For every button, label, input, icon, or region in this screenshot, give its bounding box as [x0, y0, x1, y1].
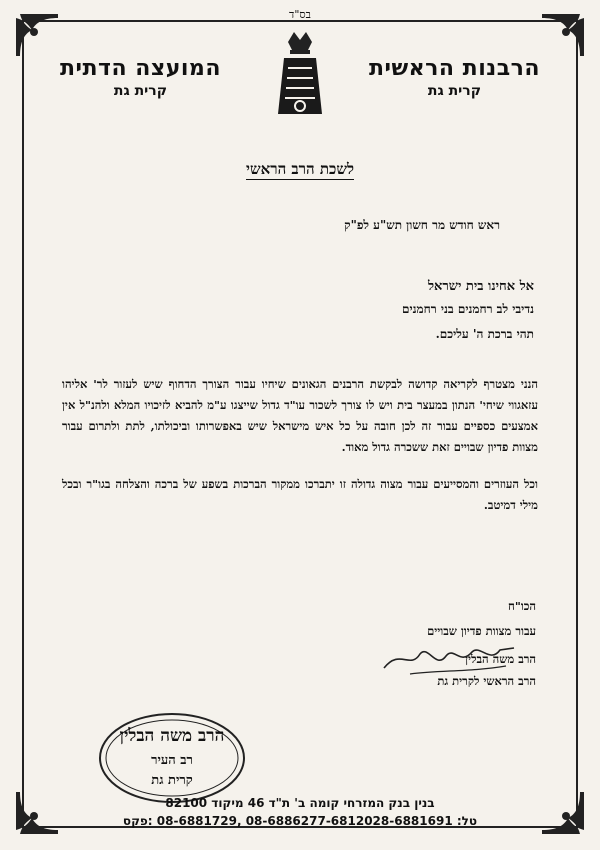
- religious-council-title: המועצה הדתית: [60, 56, 221, 81]
- stamp-title: רב העיר: [151, 753, 193, 768]
- official-stamp: [98, 712, 246, 804]
- body-paragraph-2: וכל העוזרים והמסייעים עבור מצוה גדולה זו יתברכו ממקור הברכות בשפע של ברכה והצלחה בגו"ר ובכל מילי דמיטב.: [62, 477, 538, 512]
- crown-emblem-icon: [268, 28, 332, 118]
- salutation-line-3: תהי ברכת ה' עליכם.: [435, 327, 534, 341]
- body-paragraph-1: הנני מצטרף לקריאה קדושה לבקשת הרבנים הגאונים שיחיו עבור הצורך הדחוף שיש לעזור לר' אליהו עזאגווי שיחי' הנתון במעצר בית ויש לו צורך לשכור עו"ד גדול שייצגו ע"מ להביא לזיכויו המלא ולהנ"ל אין אמצעים כספיים עבור זה לכן חובה על כל איש מישראל שיש באפשרותו וביכולתו, לתת ולתרום עבור מצוות פדיון שבויים זאת ששכרה גדול מאוד.: [62, 377, 538, 454]
- footer-phones: טל: 08-6886277-6812028-6881691 ,08-6881729 :פקס: [122, 814, 478, 828]
- footer-address: בנין בנק המזרחי קומה ב' ת"ד 46 מיקוד 82100: [165, 796, 435, 810]
- rabbinate-city: קרית גת: [427, 83, 482, 99]
- signer-title: הרב הראשי לקרית גת: [437, 674, 536, 688]
- stamp-name: הרב משה הבלין: [119, 726, 225, 746]
- religious-council-header: [60, 56, 221, 99]
- closing-purpose: עבור מצוות פדיון שבויים: [427, 624, 536, 638]
- letter-date: ראש חודש מר חשון תש"ע לפ"ק: [344, 218, 500, 232]
- salutation-line-2: נדיבי לב רחמנים בני רחמנים: [402, 302, 534, 316]
- rabbinate-header: [369, 56, 540, 99]
- stamp-city: קרית גת: [151, 773, 193, 788]
- closing-hakoch: הכו"ח: [508, 599, 536, 613]
- rabbinate-title: הרבנות הראשית: [368, 56, 540, 81]
- bsd-mark: בס"ד: [289, 8, 311, 21]
- signer-name: הרב משה הבלין: [465, 652, 536, 666]
- religious-council-city: קרית גת: [113, 83, 168, 99]
- handwritten-signature-icon: [380, 640, 520, 680]
- office-heading: לשכת הרב הראשי: [246, 160, 354, 178]
- salutation-line-1: אל אחינו בית ישראל: [427, 279, 534, 294]
